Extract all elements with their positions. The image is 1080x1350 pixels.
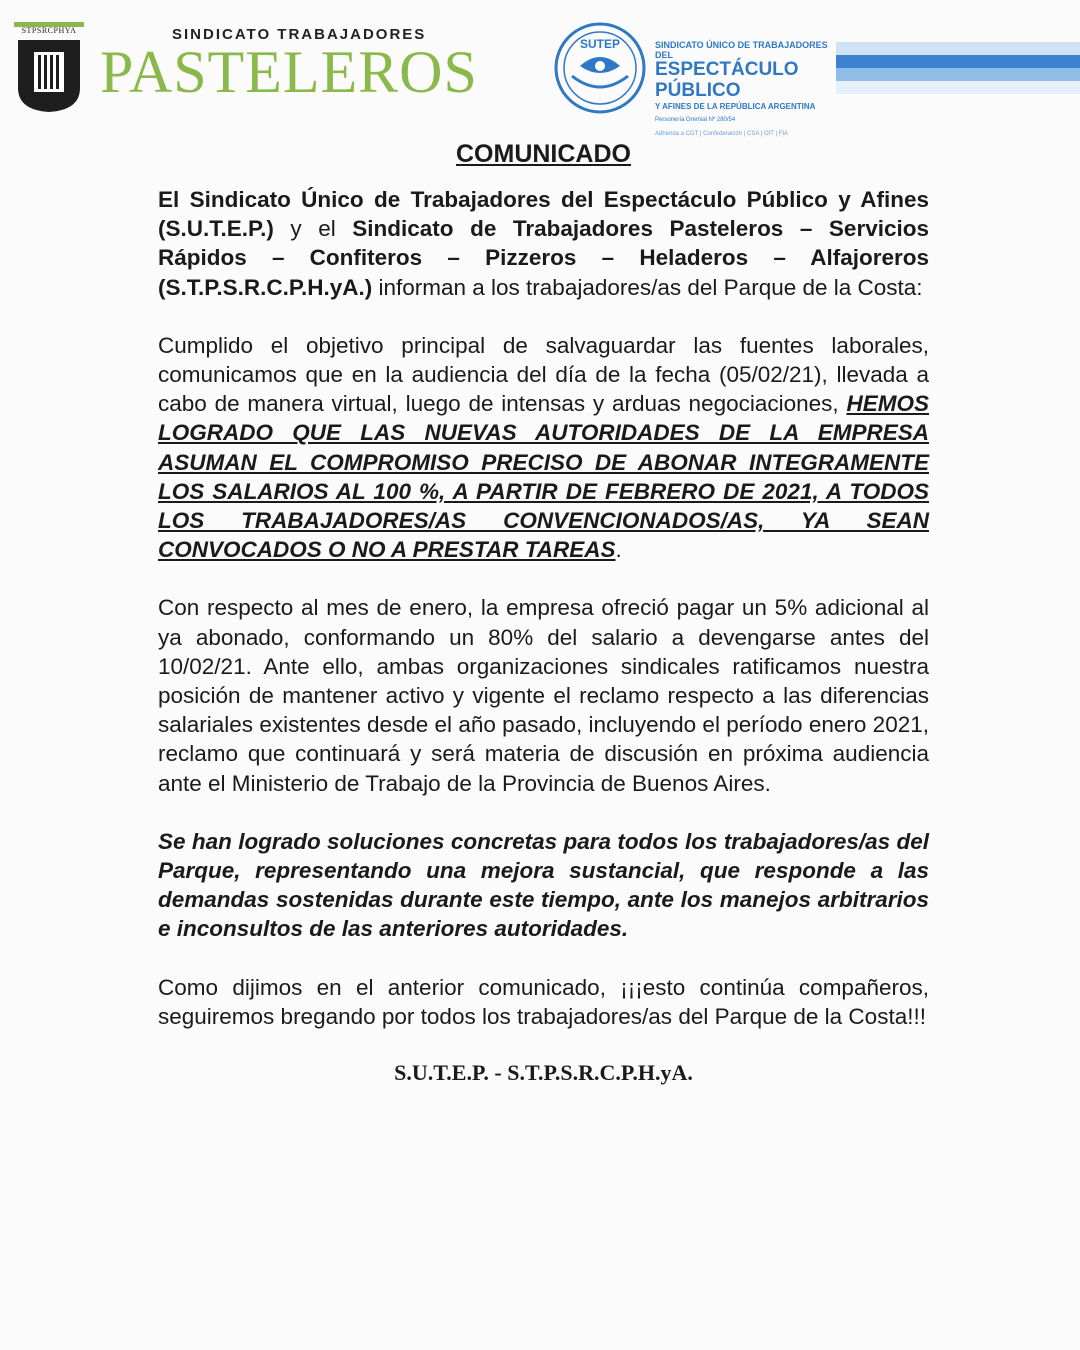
pasteleros-wordmark: PASTELEROS [100, 39, 478, 105]
sindicato-label: SINDICATO TRABAJADORES [172, 26, 427, 43]
agreement-highlight: HEMOS LOGRADO QUE LAS NUEVAS AUTORIDADES DE LA EMPRESA ASUMAN EL COMPROMISO PRECISO DE ABONAR INTEGRAMENTE LOS SALARIOS AL 100 %, A PARTIR DE FEBRERO DE 2021, A TODOS LOS TRABAJADORES/AS CONVENCIONADOS/AS, YA SEAN CONVOCADOS O NO A PRESTAR TAREAS [158, 391, 929, 563]
paragraph-intro [158, 185, 929, 302]
paragraph-solutions: Se han logrado soluciones concretas para todos los trabajadores/as del Parque, representando una mejora sustancial, que responde a las demandas sostenidas durante este tiempo, ante los manejos arbitrarios e inconsultos de las anteriores autoridades. [158, 828, 929, 942]
sutep-line4: Personería Gremial Nº 280/54 [655, 116, 736, 123]
connector: y el [273, 216, 353, 242]
sutep-line5: Adherida a CGT | Confederación | CSA | OIT | FIA [655, 130, 789, 137]
sutep-line2: ESPECTÁCULO PÚBLICO [655, 59, 799, 101]
paragraph-january: Con respecto al mes de enero, la empresa ofreció pagar un 5% adicional al ya abonado, conformando un 80% del salario a devengarse antes del 10/02/21. Ante ello, ambas organizaciones sindicales ratificamos nuestra posición de mantener activo y vigente el reclamo respecto a las diferencias salariales existentes desde el año pasado, incluyendo el período enero 2021, reclamo que continuará y será materia de discusión en próxima audiencia ante el Ministerio de Trabajo de la Provincia de Buenos Aires. [158, 595, 929, 796]
document-title: COMUNICADO [456, 140, 631, 168]
signature: S.U.T.E.P. - S.T.P.S.R.C.P.H.yA. [394, 1060, 693, 1086]
intro-tail: informan a los trabajadores/as del Parque de la Costa: [372, 274, 923, 300]
sutep-name-block [655, 40, 830, 137]
paragraph-closing: Como dijimos en el anterior comunicado, ¡¡¡esto continúa compañeros, seguiremos bregando por todos los trabajadores/as del Parque de la Costa!!! [158, 974, 929, 1029]
blue-stripes-decoration [836, 42, 1080, 94]
paragraph-agreement [158, 331, 929, 565]
letterhead [0, 0, 1080, 135]
sutep-line3: Y AFINES DE LA REPÚBLICA ARGENTINA [655, 101, 816, 111]
sutep-emblem-logo [552, 18, 648, 118]
svg-text:SUTEP: SUTEP [579, 37, 621, 51]
agreement-lead: Cumplido el objetivo principal de salvaguardar las fuentes laborales, comunicamos que en la audiencia del día de la fecha (05/02/21), llevada a cabo de manera virtual, luego de intensas y arduas negociaciones, [158, 332, 929, 417]
stpsrcphya-name: Sindicato de Trabajadores Pasteleros – Servicios Rápidos – Confiteros – Pizzeros – Heladeros – Alfajoreros (S.T.P.S.R.C.P.H.yA.) [158, 216, 929, 300]
pasteleros-shield-logo [14, 22, 84, 114]
communique-body [158, 140, 929, 1086]
agreement-period: . [615, 537, 622, 563]
sutep-name: El Sindicato Único de Trabajadores del Espectáculo Público y Afines (S.U.T.E.P.) [158, 187, 929, 242]
sutep-line1: SINDICATO ÚNICO DE TRABAJADORES DEL [655, 40, 828, 60]
stp-logo-caption: STPSRCPHYA [21, 26, 77, 35]
